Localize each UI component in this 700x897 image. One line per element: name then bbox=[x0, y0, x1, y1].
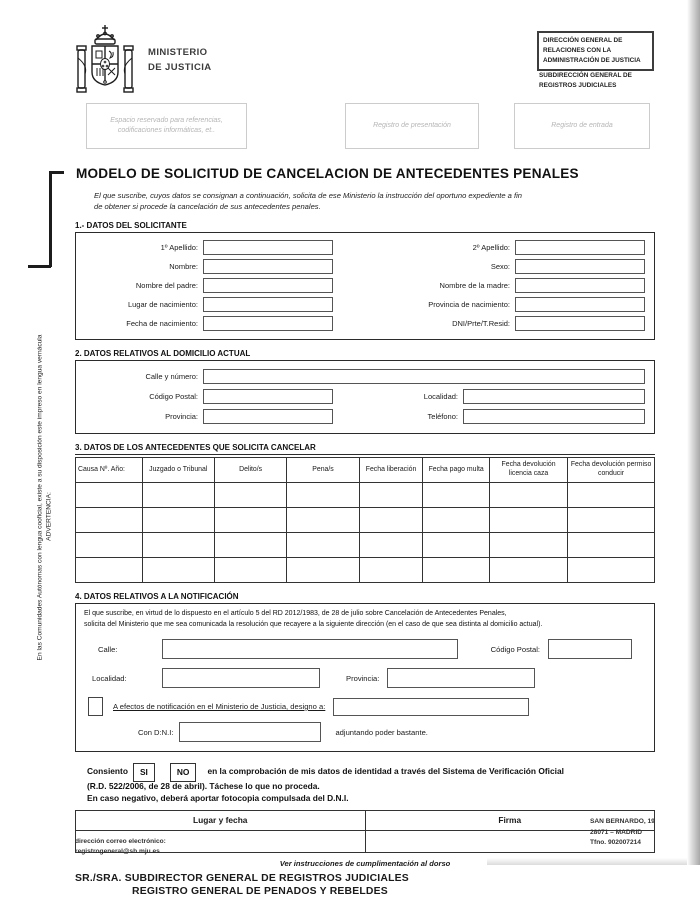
label-localidad: Localidad: bbox=[423, 392, 458, 401]
stamp-box-presentacion: Registro de presentación bbox=[345, 103, 479, 149]
label-notif-localidad: Localidad: bbox=[92, 673, 127, 683]
col-lugar-fecha: Lugar y fecha bbox=[76, 810, 366, 830]
antecedente-cell[interactable] bbox=[423, 483, 490, 508]
warning-text-vertical: En las Comunidades Autónomas con lengua cooficial, existe a su disposición este impreso en lengua vernácula bbox=[36, 334, 44, 661]
intro-line1: El que suscribe, cuyos datos se consignan a continuación, solicita de ese Ministerio la instrucción del oportuno expediente a fin bbox=[94, 191, 523, 200]
label-designo: A efectos de notificación en el Ministerio de Justicia, designo a: bbox=[113, 702, 326, 711]
antecedente-cell[interactable] bbox=[489, 483, 567, 508]
label-nombre: Nombre: bbox=[169, 262, 198, 271]
ministry-name bbox=[148, 46, 212, 75]
input-fecha-nacimiento[interactable] bbox=[203, 316, 333, 331]
hq-street: SAN BERNARDO, 19 bbox=[590, 818, 655, 825]
scan-edge-band bbox=[687, 0, 700, 865]
label-nombre-madre: Nombre de la madre: bbox=[439, 281, 510, 290]
footer-addressee-line1: SR./SRA. SUBDIRECTOR GENERAL DE REGISTROS JUDICIALES bbox=[75, 872, 409, 884]
intro-line2: de obtener si procede la cancelación de sus antecedentes penales. bbox=[94, 202, 321, 212]
direccion-general-box: DIRECCIÓN GENERAL DE RELACIONES CON LA ADMINISTRACIÓN DE JUSTICIA bbox=[537, 31, 654, 71]
section3-header: 3. DATOS DE LOS ANTECEDENTES QUE SOLICITA CANCELAR bbox=[75, 443, 655, 455]
consent-option-no[interactable]: NO bbox=[170, 763, 197, 782]
ministry-line2: DE JUSTICIA bbox=[148, 61, 212, 73]
input-calle-numero[interactable] bbox=[203, 369, 645, 384]
col-causa: Causa Nº. Año: bbox=[76, 458, 143, 483]
section-notificacion bbox=[75, 592, 655, 752]
input-notif-calle[interactable] bbox=[162, 639, 458, 659]
antecedente-cell[interactable] bbox=[287, 508, 359, 533]
antecedente-cell[interactable] bbox=[359, 483, 423, 508]
consent-option-si[interactable]: SI bbox=[133, 763, 155, 782]
col-delitos: Delito/s bbox=[214, 458, 286, 483]
antecedente-cell[interactable] bbox=[489, 558, 567, 583]
label-notif-codigo-postal: Código Postal: bbox=[490, 644, 540, 654]
antecedente-cell[interactable] bbox=[76, 558, 143, 583]
fold-mark bbox=[49, 171, 52, 267]
antecedente-row bbox=[76, 558, 655, 583]
label-dni: DNI/Prte/T.Resid: bbox=[452, 319, 510, 328]
label-con-dni: Con D:N.I: bbox=[138, 727, 174, 737]
fold-mark bbox=[28, 265, 51, 268]
label-adjuntando: adjuntando poder bastante. bbox=[335, 727, 428, 737]
input-localidad[interactable] bbox=[463, 389, 645, 404]
antecedente-cell[interactable] bbox=[423, 533, 490, 558]
col-fecha-liberacion: Fecha liberación bbox=[359, 458, 423, 483]
label-calle-numero: Calle y número: bbox=[145, 372, 198, 381]
input-provincia-nacimiento[interactable] bbox=[515, 297, 645, 312]
footer-email-block bbox=[75, 837, 166, 857]
label-provincia: Provincia: bbox=[165, 412, 198, 421]
subdireccion-label: SUBDIRECCIÓN GENERAL DE REGISTROS JUDICIALES bbox=[539, 72, 632, 89]
label-notif-calle: Calle: bbox=[98, 644, 118, 654]
stamp-box-reserved: Espacio reservado para referencias, codificaciones informáticas, et.. bbox=[86, 103, 247, 149]
input-sexo[interactable] bbox=[515, 259, 645, 274]
antecedente-row bbox=[76, 483, 655, 508]
input-nombre-padre[interactable] bbox=[203, 278, 333, 293]
antecedente-cell[interactable] bbox=[287, 533, 359, 558]
section2-header: 2. DATOS RELATIVOS AL DOMICILIO ACTUAL bbox=[75, 349, 655, 361]
col-firma: Firma bbox=[365, 810, 655, 830]
form-body bbox=[75, 221, 655, 897]
footer-instrucciones: Ver instrucciones de cumplimentación al dorso bbox=[279, 858, 451, 868]
antecedente-cell[interactable] bbox=[76, 533, 143, 558]
antecedente-cell[interactable] bbox=[568, 558, 655, 583]
antecedentes-table bbox=[75, 457, 655, 583]
antecedente-cell[interactable] bbox=[359, 508, 423, 533]
antecedente-cell[interactable] bbox=[142, 533, 214, 558]
antecedente-cell[interactable] bbox=[76, 483, 143, 508]
coat-of-arms-emblem bbox=[76, 24, 134, 105]
email-label: dirección correo electrónico: bbox=[75, 838, 166, 845]
signature-header-row bbox=[76, 810, 655, 830]
consent-text2: (R.D. 522/2006, de 28 de abril). Táchese lo que no proceda. bbox=[87, 781, 320, 792]
label-segundo-apellido: 2º Apellido: bbox=[472, 243, 510, 252]
antecedente-cell[interactable] bbox=[214, 508, 286, 533]
antecedente-cell[interactable] bbox=[359, 533, 423, 558]
antecedente-cell[interactable] bbox=[142, 508, 214, 533]
page-title: MODELO DE SOLICITUD DE CANCELACION DE ANTECEDENTES PENALES bbox=[76, 166, 579, 181]
input-designado[interactable] bbox=[333, 698, 529, 716]
consent-text1: en la comprobación de mis datos de identidad a través del Sistema de Verificación Oficial bbox=[207, 765, 564, 776]
consent-consiento: Consiento bbox=[87, 765, 128, 776]
footer-hq-address bbox=[590, 817, 655, 849]
antecedente-cell[interactable] bbox=[568, 508, 655, 533]
section4-intro-line2: solicita del Ministerio que me sea comunicada la resolución que recayere a la siguiente dirección (en el caso de que sea distinta al domicilio actual). bbox=[84, 620, 543, 628]
col-fecha-devolucion-caza: Fecha devolución licencia caza bbox=[489, 458, 567, 483]
section4-header: 4. DATOS RELATIVOS A LA NOTIFICACIÓN bbox=[75, 592, 655, 604]
label-codigo-postal: Código Postal: bbox=[149, 392, 198, 401]
col-juzgado: Juzgado o Tribunal bbox=[142, 458, 214, 483]
col-fecha-pago-multa: Fecha pago multa bbox=[423, 458, 490, 483]
input-notif-localidad[interactable] bbox=[162, 668, 320, 688]
antecedente-cell[interactable] bbox=[142, 483, 214, 508]
hq-phone: Tfno. 902007214 bbox=[590, 839, 641, 847]
input-designado-dni[interactable] bbox=[179, 722, 321, 742]
antecedente-cell[interactable] bbox=[568, 483, 655, 508]
intro-paragraph bbox=[94, 190, 660, 213]
label-notif-provincia: Provincia: bbox=[346, 673, 380, 683]
footer-addressee-line2: REGISTRO GENERAL DE PENADOS Y REBELDES bbox=[132, 885, 388, 897]
antecedente-cell[interactable] bbox=[489, 508, 567, 533]
antecedente-cell[interactable] bbox=[489, 533, 567, 558]
antecedente-cell[interactable] bbox=[214, 533, 286, 558]
antecedente-row bbox=[76, 508, 655, 533]
antecedente-cell[interactable] bbox=[214, 483, 286, 508]
label-sexo: Sexo: bbox=[490, 262, 510, 271]
input-provincia[interactable] bbox=[203, 409, 333, 424]
section-domicilio-actual bbox=[75, 349, 655, 434]
antecedente-row bbox=[76, 533, 655, 558]
hq-city: 28071 – MADRID bbox=[590, 828, 643, 836]
email-address: registrogeneral@sb.mju.es bbox=[75, 848, 160, 856]
section-antecedentes bbox=[75, 443, 655, 583]
ministry-line1: MINISTERIO bbox=[148, 47, 208, 58]
label-fecha-nacimiento: Fecha de nacimiento: bbox=[126, 319, 198, 328]
antecedente-cell[interactable] bbox=[568, 533, 655, 558]
input-notif-codigo-postal[interactable] bbox=[548, 639, 632, 659]
col-penas: Pena/s bbox=[287, 458, 359, 483]
input-telefono[interactable] bbox=[463, 409, 645, 424]
section-datos-solicitante bbox=[75, 221, 655, 340]
fold-mark bbox=[51, 171, 64, 174]
label-provincia-nacimiento: Provincia de nacimiento: bbox=[428, 300, 510, 309]
warning-title-vertical: ADVERTENCIA: bbox=[45, 492, 53, 541]
antecedente-cell[interactable] bbox=[359, 558, 423, 583]
consent-text3: En caso negativo, deberá aportar fotocopia compulsada del D.N.I. bbox=[87, 793, 349, 804]
input-primer-apellido[interactable] bbox=[203, 240, 333, 255]
label-telefono: Teléfono: bbox=[427, 412, 458, 421]
checkbox-designar-representante[interactable] bbox=[88, 697, 103, 716]
input-lugar-nacimiento[interactable] bbox=[203, 297, 333, 312]
antecedente-cell[interactable] bbox=[287, 483, 359, 508]
input-nombre[interactable] bbox=[203, 259, 333, 274]
antecedente-cell[interactable] bbox=[287, 558, 359, 583]
input-segundo-apellido[interactable] bbox=[515, 240, 645, 255]
stamp-box-entrada: Registro de entrada bbox=[514, 103, 650, 149]
label-primer-apellido: 1º Apellido: bbox=[160, 243, 198, 252]
label-lugar-nacimiento: Lugar de nacimiento: bbox=[127, 300, 198, 309]
section4-intro-line1: El que suscribe, en virtud de lo dispuesto en el artículo 5 del RD 2012/1983, de 28 de julio sobre Cancelación de Antecedentes Penales, bbox=[84, 610, 507, 617]
consent-block bbox=[75, 761, 655, 805]
input-codigo-postal[interactable] bbox=[203, 389, 333, 404]
input-nombre-madre[interactable] bbox=[515, 278, 645, 293]
section4-intro bbox=[84, 609, 646, 630]
antecedente-cell[interactable] bbox=[214, 558, 286, 583]
antecedente-cell[interactable] bbox=[142, 558, 214, 583]
col-fecha-devolucion-conducir: Fecha devolución permiso conducir bbox=[568, 458, 655, 483]
input-notif-provincia[interactable] bbox=[387, 668, 535, 688]
antecedente-cell[interactable] bbox=[423, 508, 490, 533]
antecedente-cell[interactable] bbox=[76, 508, 143, 533]
antecedentes-header-row bbox=[76, 458, 655, 483]
antecedente-cell[interactable] bbox=[423, 558, 490, 583]
section1-header: 1.- DATOS DEL SOLICITANTE bbox=[75, 221, 655, 233]
label-nombre-padre: Nombre del padre: bbox=[135, 281, 198, 290]
input-dni[interactable] bbox=[515, 316, 645, 331]
